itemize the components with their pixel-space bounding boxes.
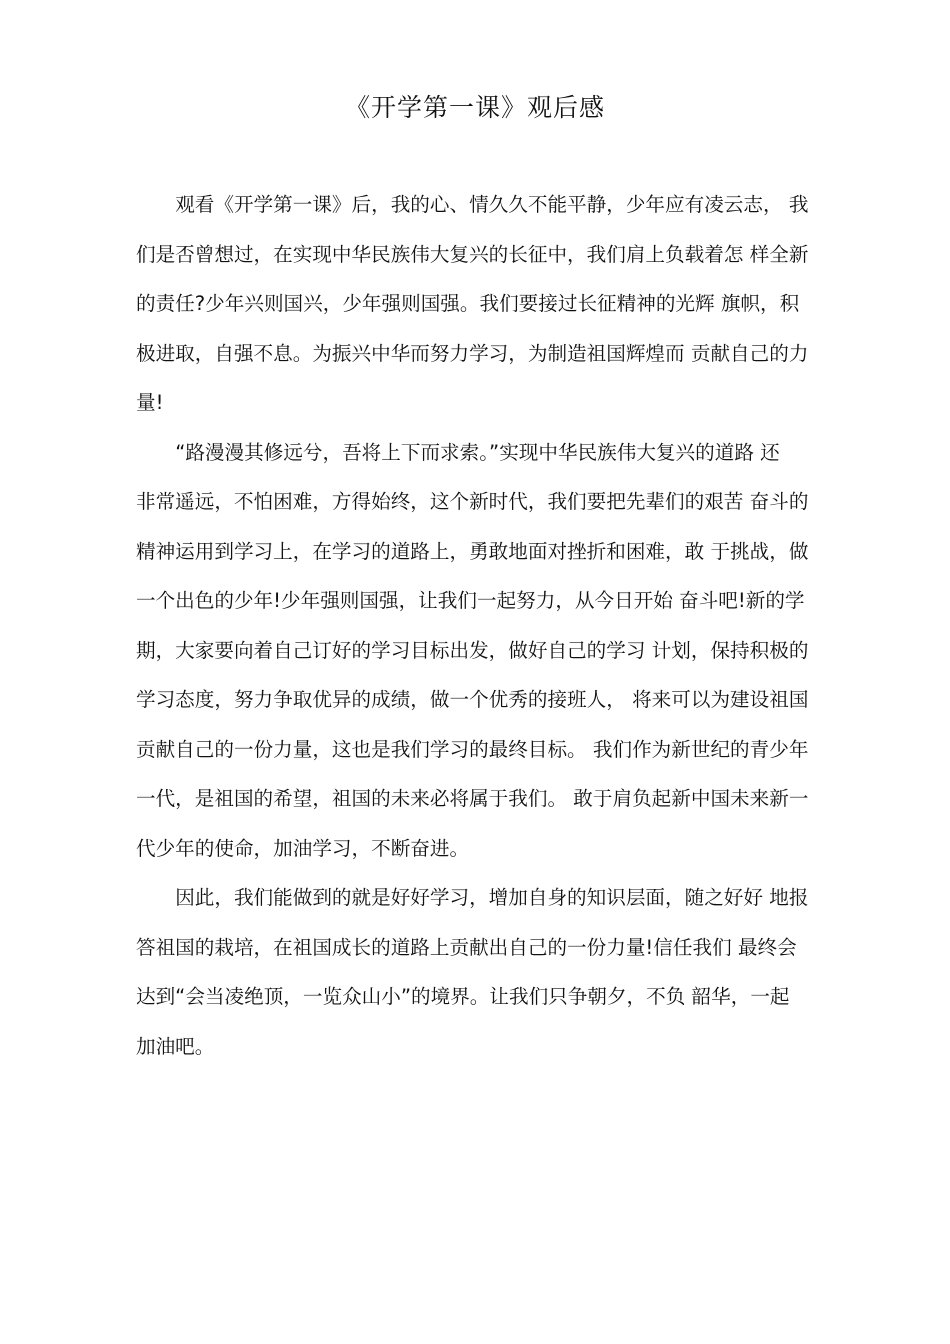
paragraph-line: 的责任?少年兴则国兴，少年强则国强。我们要接过长征精神的光辉 旗帜，积 [136, 292, 800, 315]
paragraph-line: 观看《开学第一课》后，我的心、情久久不能平静，少年应有凌云志， 我 [175, 193, 809, 216]
paragraph-2 [136, 428, 872, 874]
paragraph-line: 期，大家要向着自己订好的学习目标出发，做好自己的学习 计划，保持积极的 [136, 638, 809, 662]
paragraph-line: 量! [136, 391, 164, 414]
paragraph-line: 贡献自己的一份力量，这也是我们学习的最终目标。 我们作为新世纪的青少年 [136, 737, 809, 761]
paragraph-line: 答祖国的栽培，在祖国成长的道路上贡献出自己的一份力量!信任我们 最终会 [136, 935, 797, 959]
paragraph-1 [136, 180, 872, 428]
paragraph-line: 学习态度，努力争取优异的成绩，做一个优秀的接班人， 将来可以为建设祖国 [136, 688, 809, 711]
document-title: 《开学第一课》观后感 [344, 93, 605, 122]
paragraph-line: 代少年的使命，加油学习，不断奋进。 [136, 836, 470, 860]
paragraph-line: 因此，我们能做到的就是好好学习，增加自身的知识层面，随之好好 地报 [175, 886, 809, 909]
paragraph-line: 精神运用到学习上，在学习的道路上，勇敢地面对挫折和困难，敢 于挑战，做 [136, 539, 809, 563]
document-body [136, 180, 872, 1071]
paragraph-line: 们是否曾想过，在实现中华民族伟大复兴的长征中，我们肩上负载着怎 样全新 [136, 242, 809, 266]
paragraph-line: 加油吧。 [136, 1034, 215, 1058]
paragraph-3 [136, 873, 872, 1071]
paragraph-line: 达到“会当凌绝顶，一览众山小”的境界。让我们只争朝夕，不负 韶华，一起 [136, 985, 790, 1008]
paragraph-line: 一个出色的少年!少年强则国强，让我们一起努力，从今日开始 奋斗吧!新的学 [136, 589, 805, 612]
paragraph-line: 一代，是祖国的希望，祖国的未来必将属于我们。 敢于肩负起新中国未来新一 [136, 787, 809, 810]
paragraph-line: 非常遥远，不怕困难，方得始终，这个新时代，我们要把先辈们的艰苦 奋斗的 [136, 490, 809, 513]
paragraph-line: “路漫漫其修远兮，吾将上下而求索。”实现中华民族伟大复兴的道路 还 [175, 440, 780, 464]
paragraph-line: 极进取，自强不息。为振兴中华而努力学习，为制造祖国辉煌而 贡献自己的力 [136, 341, 809, 365]
